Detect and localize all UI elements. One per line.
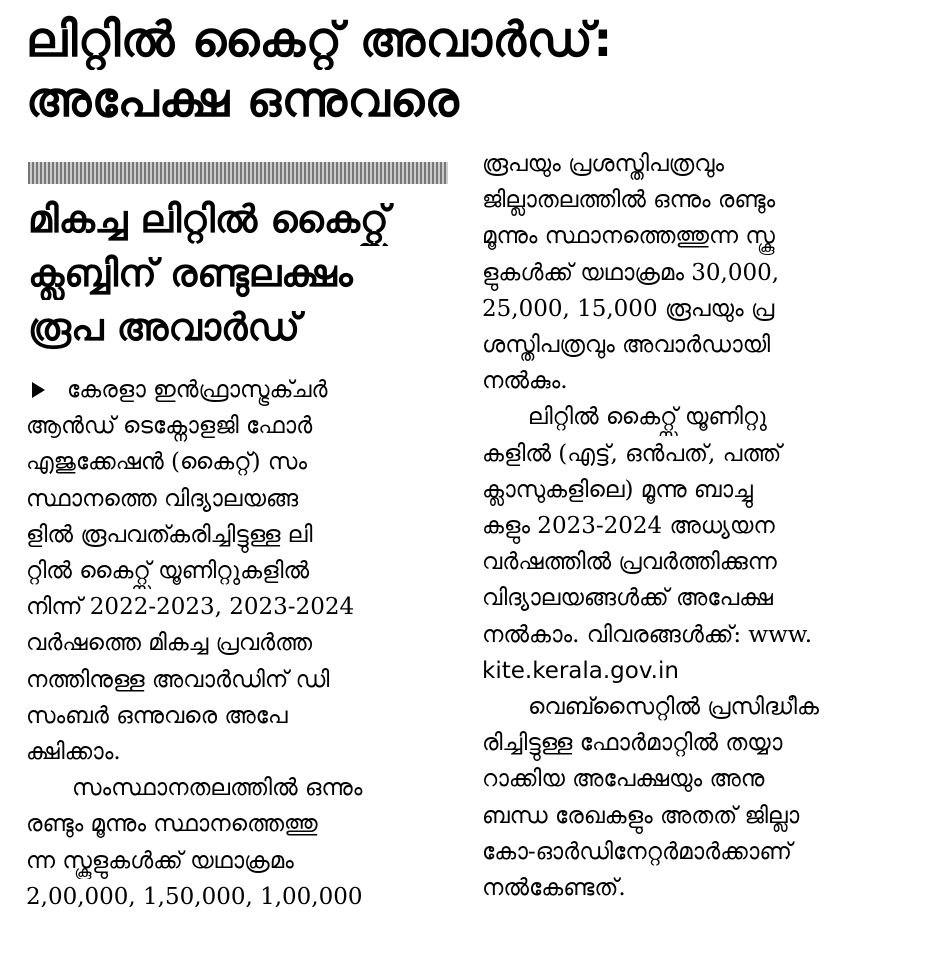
article-line: രൂപയും പ്രശസ്തിപത്രവും: [482, 151, 725, 177]
headline-line-2: അപേക്ഷ ഒന്നുവരെ: [26, 72, 460, 128]
bullet-arrow-icon: [32, 382, 45, 398]
article-line: സംസ്ഥാനതലത്തിൽ ഒന്നും: [72, 775, 363, 802]
article-line: ക്ഷിക്കാം.: [26, 739, 121, 766]
article-line: വർഷത്തിൽ പ്രവർത്തിക്കുന്ന: [482, 549, 777, 576]
subheadline-divider: [28, 162, 448, 184]
article-line: കോ-ഓർഡിനേറ്റർമാർക്കാണ്: [482, 838, 792, 865]
article-line: നത്തിനുള്ള അവാർഡിന് ഡി: [26, 666, 330, 693]
article-line: [26, 372, 450, 408]
article-left-column: [26, 372, 450, 915]
subheadline: [28, 192, 453, 354]
article-line: നൽകാം. വിവരങ്ങൾക്ക്: www.: [482, 621, 813, 648]
article-line: നൽകേണ്ടത്.: [482, 875, 626, 902]
article-line: നിന്ന് 2022-2023, 2023-2024: [26, 594, 355, 621]
headline-line-1: ലിറ്റിൽ കൈറ്റ്സ് അവാർഡ്:: [26, 12, 614, 68]
article-line: സ്ഥാനത്തെ വിദ്യാലയങ്ങ: [26, 485, 299, 512]
article-right-column: [482, 146, 914, 906]
article-line: ളുകൾക്ക് യഥാക്രമം 30,000,: [482, 259, 780, 286]
article-line: കളിൽ (എട്ട്, ഒൻപത്, പത്ത്: [482, 440, 782, 467]
article-line: മൂന്നും സ്ഥാനത്തെത്തുന്ന സ്കൂ: [482, 223, 775, 250]
article-line: രണ്ടും മൂന്നും സ്ഥാനത്തെത്തു: [26, 811, 318, 838]
article-line: ശസ്തിപത്രവും അവാർഡായി: [482, 332, 771, 359]
article-line: ബന്ധ രേഖകളും അതത് ജില്ലാ: [482, 802, 800, 829]
article-line: വിദ്യാലയങ്ങൾക്ക് അപേക്ഷ: [482, 585, 773, 612]
subheadline-line-3: രൂപ അവാർഡ്: [28, 305, 301, 349]
article-line: എജുക്കേഷൻ (കൈറ്റ്) സം: [26, 449, 308, 476]
article-line: 2,00,000, 1,50,000, 1,00,000: [26, 883, 363, 910]
article-line: റ്റിൽ കൈറ്റ്സ് യൂണിറ്റുകളിൽ: [26, 558, 310, 585]
subheadline-line-1: മികച്ച ലിറ്റിൽ കൈറ്റ്സ്: [28, 197, 389, 241]
article-line: ജില്ലാതലത്തിൽ ഒന്നും രണ്ടും: [482, 187, 776, 214]
article-line: ന്ന സ്കൂളുകൾക്ക് യഥാക്രമം: [26, 847, 294, 874]
article-line: കളും 2023-2024 അധ്യയന: [482, 513, 775, 540]
article-line: ആൻഡ് ടെക്നോളജി ഫോർ: [26, 413, 313, 440]
article-line: ലിറ്റിൽ കൈറ്റ്സ് യൂണിറ്റു: [528, 404, 767, 431]
headline: [26, 10, 906, 130]
article-line: ക്ലാസുകളിലെ) മൂന്നു ബാച്ചു: [482, 476, 753, 503]
website-url: kite.kerala.gov.in: [482, 657, 679, 684]
article-line: ളിൽ രൂപവത്കരിച്ചിട്ടുള്ള ലി: [26, 521, 313, 548]
article-line: വെബ്സൈറ്റിൽ പ്രസിദ്ധീക: [528, 694, 819, 721]
article-line: റാക്കിയ അപേക്ഷയും അനു: [482, 766, 765, 793]
article-line: വർഷത്തെ മികച്ച പ്രവർത്ത: [26, 630, 313, 657]
article-line: രിച്ചിട്ടുള്ള ഫോർമാറ്റിൽ തയ്യാ: [482, 730, 783, 757]
subheadline-line-2: ക്ലബ്ബിന് രണ്ടുലക്ഷം: [28, 251, 353, 295]
article-line-text: കേരളാ ഇൻഫ്രാസ്ട്രക്ചർ: [67, 377, 328, 403]
article-line: 25,000, 15,000 രൂപയും പ്ര: [482, 295, 775, 322]
article-line: നൽകും.: [482, 368, 568, 395]
article-line: സംബർ ഒന്നുവരെ അപേ: [26, 702, 288, 729]
